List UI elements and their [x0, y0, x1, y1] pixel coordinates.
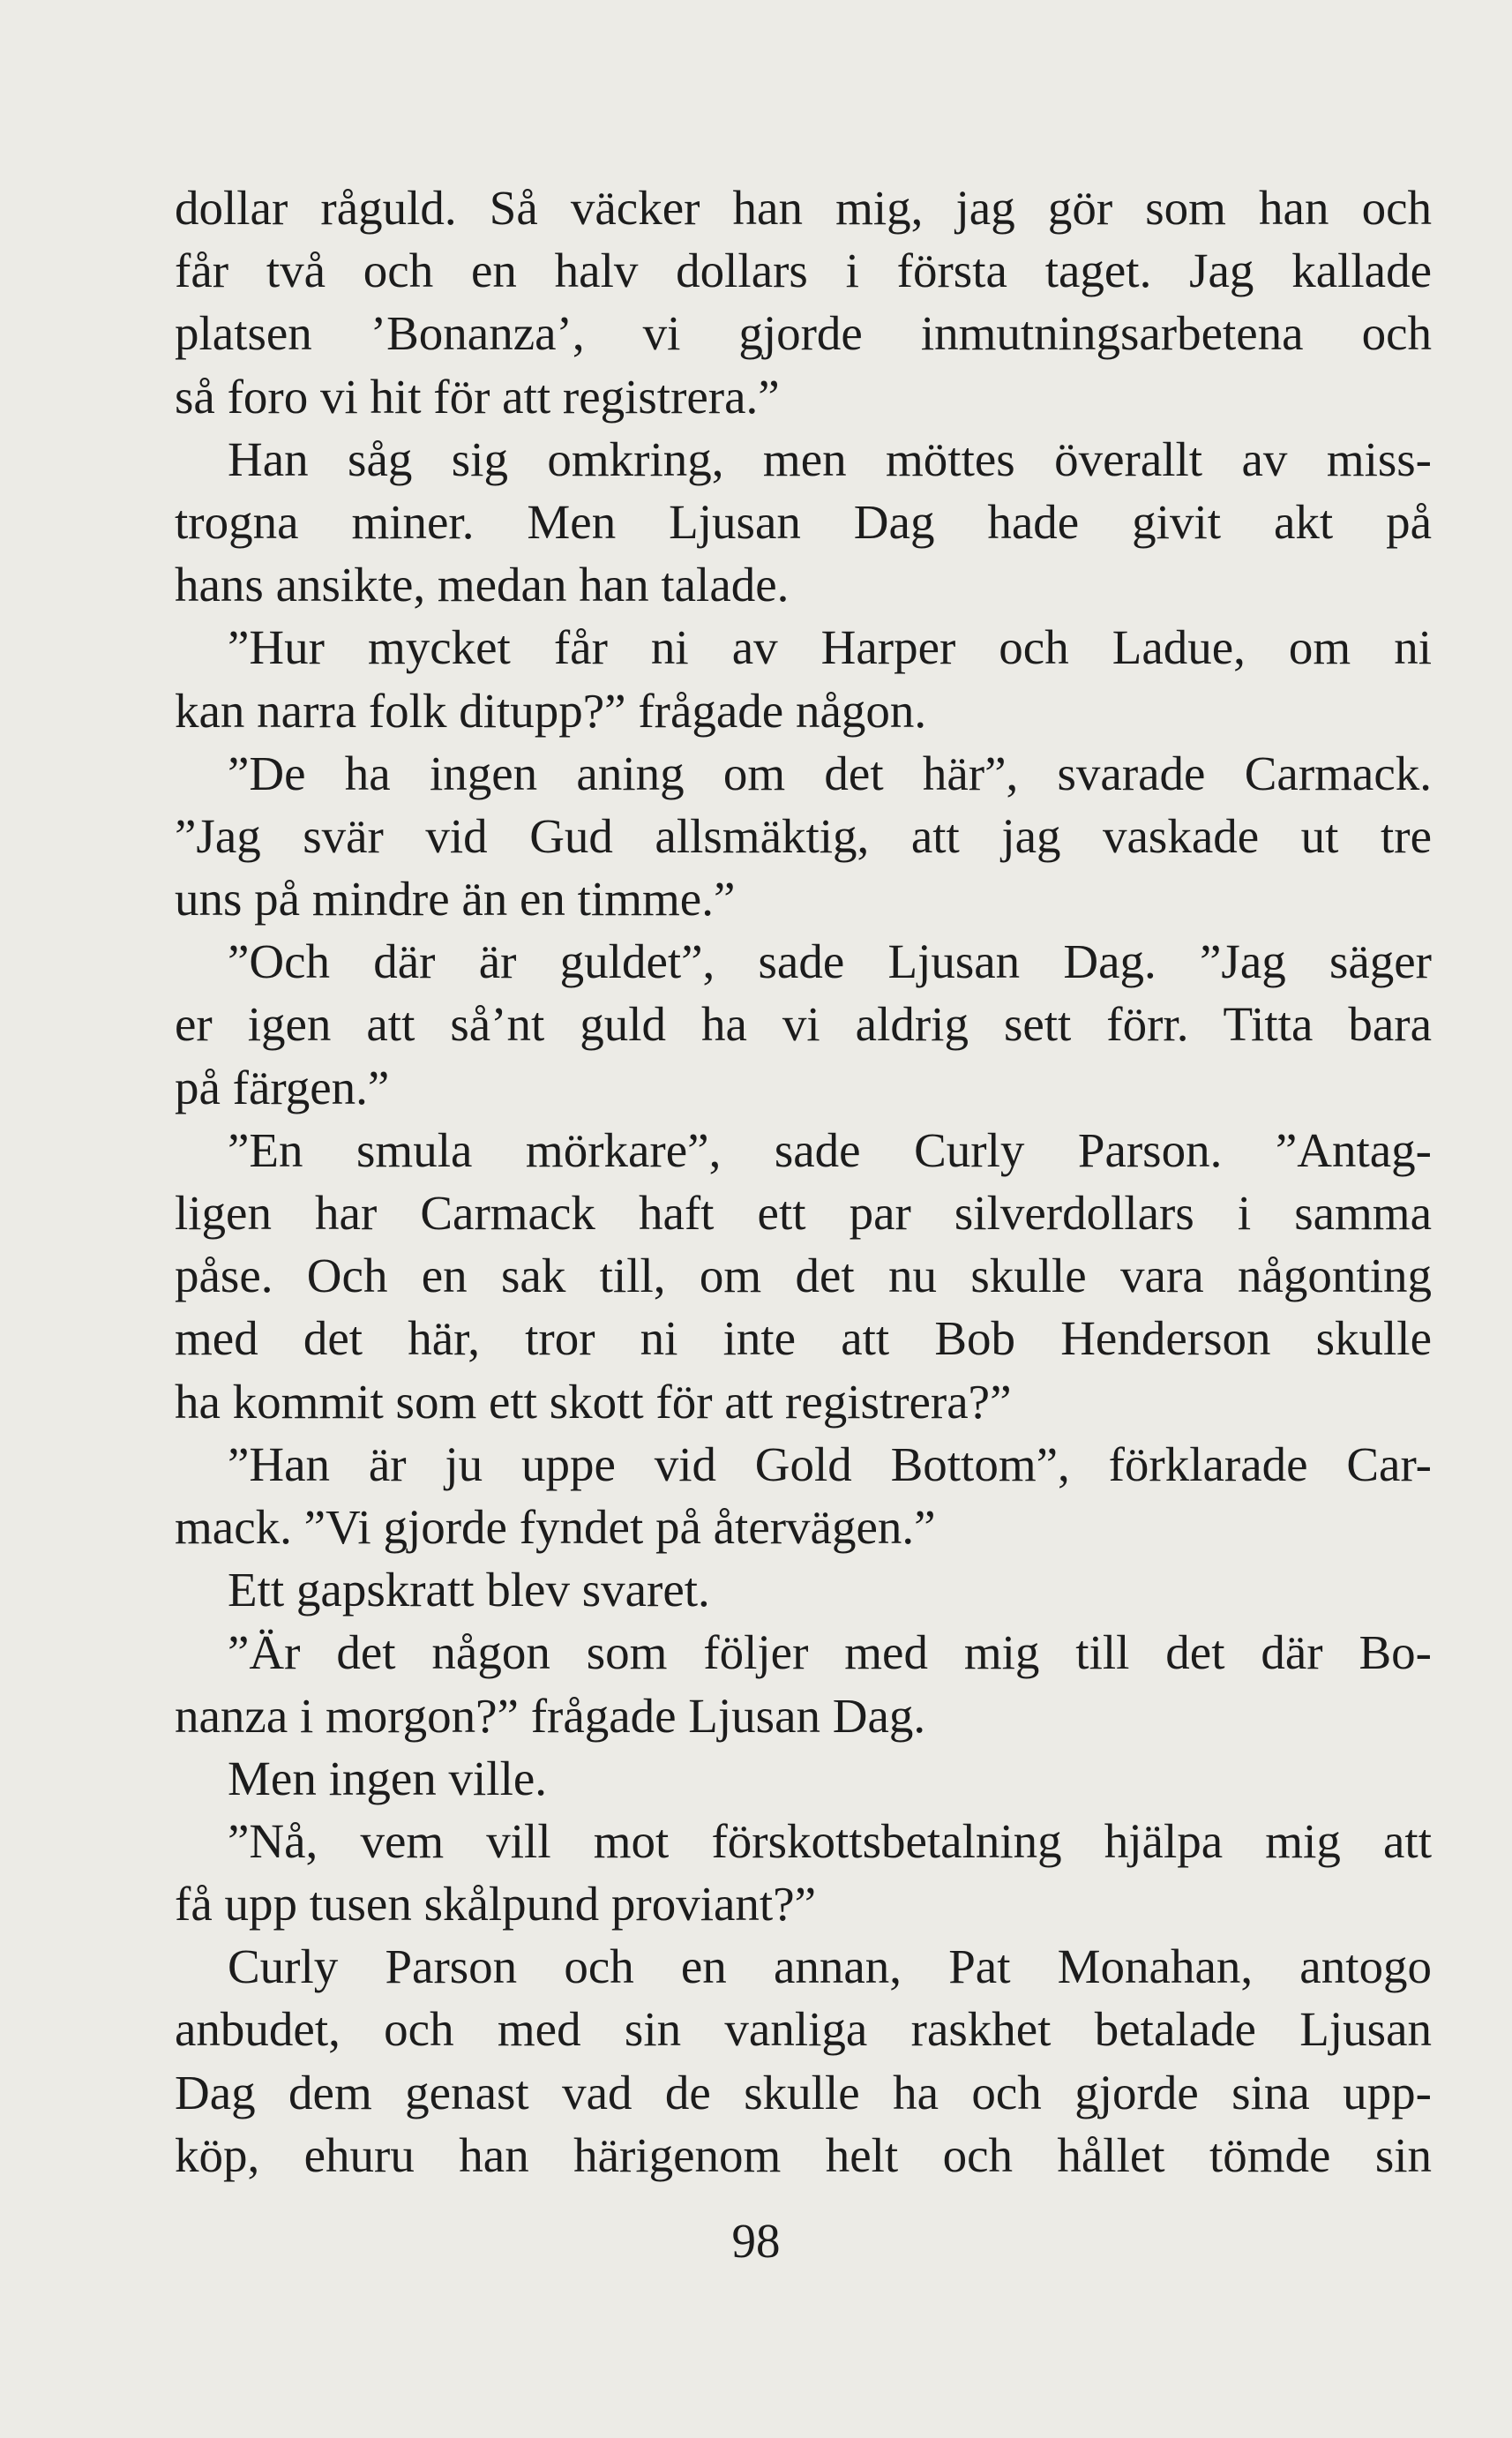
text-line: ”Han är ju uppe vid Gold Bottom”, förklarade Car- — [228, 1437, 1432, 1491]
text-line: ”Jag svär vid Gud allsmäktig, att jag vaskade ut tre — [175, 808, 1432, 863]
text-line: ”De ha ingen aning om det här”, svarade Carmack. — [228, 746, 1432, 800]
text-line: ”Hur mycket får ni av Harper och Ladue, om ni — [228, 620, 1432, 675]
text-line: uns på mindre än en timme.” — [175, 872, 736, 926]
text-line: Han såg sig omkring, men möttes överallt av miss- — [228, 431, 1432, 486]
text-line: nanza i morgon?” frågade Ljusan Dag. — [175, 1688, 926, 1743]
text-line: Men ingen ville. — [228, 1751, 548, 1805]
text-line: platsen ’Bonanza’, vi gjorde inmutningsarbetena och — [175, 306, 1432, 361]
text-line: trogna miner. Men Ljusan Dag hade givit akt på — [175, 494, 1432, 549]
text-line: kan narra folk ditupp?” frågade någon. — [175, 683, 927, 738]
text-line: får två och en halv dollars i första taget. Jag kallade — [175, 244, 1432, 298]
page-number: 98 — [731, 2214, 781, 2268]
text-line: mack. ”Vi gjorde fyndet på återvägen.” — [175, 1499, 936, 1554]
text-line: ”Är det någon som följer med mig till det där Bo- — [228, 1625, 1432, 1680]
text-line: ”Och där är guldet”, sade Ljusan Dag. ”Jag säger — [228, 934, 1432, 989]
text-line: få upp tusen skålpund proviant?” — [175, 1877, 817, 1932]
text-line: Ett gapskratt blev svaret. — [228, 1563, 710, 1617]
text-line: ”Nå, vem vill mot förskottsbetalning hjälpa mig att — [228, 1813, 1432, 1868]
text-line: så foro vi hit för att registrera.” — [175, 369, 780, 424]
text-line: köp, ehuru han härigenom helt och hållet tömde sin — [175, 2127, 1432, 2182]
text-line: påse. Och en sak till, om det nu skulle vara någonting — [175, 1249, 1432, 1303]
text-line: Dag dem genast vad de skulle ha och gjorde sina upp- — [175, 2065, 1432, 2119]
text-line: anbudet, och med sin vanliga raskhet betalade Ljusan — [175, 2002, 1432, 2057]
text-line: dollar råguld. Så väcker han mig, jag gör som han och — [175, 181, 1432, 235]
text-line: på färgen.” — [175, 1060, 390, 1114]
text-line: Curly Parson och en annan, Pat Monahan, antogo — [228, 1939, 1432, 1994]
text-line: ha kommit som ett skott för att registrera?” — [175, 1374, 1012, 1429]
text-line: er igen att så’nt guld ha vi aldrig sett förr. Titta bara — [175, 997, 1432, 1052]
body-text — [175, 176, 1432, 2187]
text-line: hans ansikte, medan han talade. — [175, 558, 790, 612]
text-line: ”En smula mörkare”, sade Curly Parson. ”Antag- — [228, 1122, 1432, 1177]
text-line: ligen har Carmack haft ett par silverdollars i samma — [175, 1186, 1432, 1240]
text-line: med det här, tror ni inte att Bob Henderson skulle — [175, 1311, 1432, 1366]
